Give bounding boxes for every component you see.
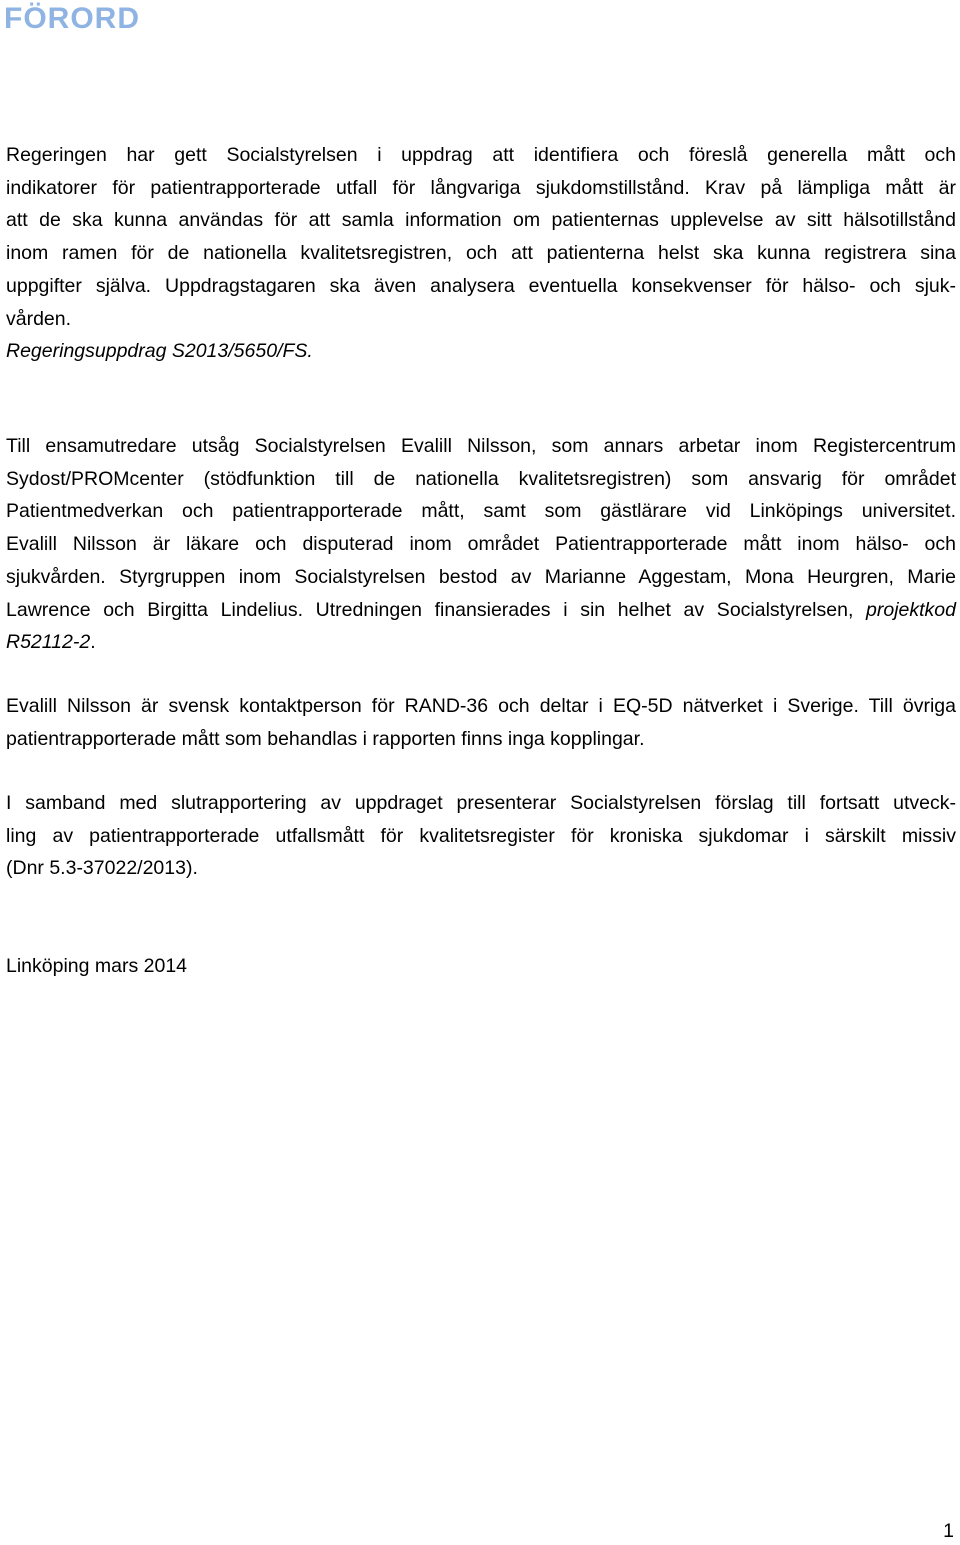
closing-line: Linköping mars 2014 — [6, 955, 188, 977]
text-line: (Dnr 5.3-37022/2013). — [6, 857, 198, 880]
paragraph-investigator — [6, 430, 956, 659]
text-line-segment: Lawrence och Birgitta Lindelius. Utredningen finansierades i sin helhet av Socialstyrelsen, — [6, 598, 854, 621]
text-line: patientrapporterade mått som behandlas i rapporten finns inga kopplingar. — [6, 727, 645, 750]
text-line: ling av patientrapporterade utfallsmått för kvalitetsregister för kroniska sjukdomar i särskilt missiv — [6, 824, 956, 847]
text-line: vården. — [6, 307, 72, 330]
page-title: FÖRORD — [4, 2, 140, 35]
text-line-segment: . — [90, 631, 96, 654]
text-line: indikatorer för patientrapporterade utfall för långvariga sjukdomstillstånd. Krav på lämpliga mått är — [6, 176, 956, 199]
project-code: R52112-2 — [6, 631, 91, 654]
text-line: Patientmedverkan och patientrapporterade mått, samt som gästlärare vid Linköpings universitet. — [6, 500, 956, 523]
text-line: Regeringen har gett Socialstyrelsen i uppdrag att identifiera och föreslå generella mått och — [6, 144, 956, 166]
text-line: Evalill Nilsson är läkare och disputerad inom området Patientrapporterade mått inom hälso- och — [6, 533, 956, 556]
paragraph-assignment — [6, 139, 956, 368]
paragraph-contact — [6, 690, 956, 755]
paragraph-final-report — [6, 787, 956, 885]
text-line: Evalill Nilsson är svensk kontaktperson för RAND-36 och deltar i EQ-5D nätverket i Sverige. Till övriga — [6, 695, 956, 717]
text-line: uppgifter själva. Uppdragstagaren ska även analysera eventuella konsekvenser för hälso- och sjuk- — [6, 274, 956, 297]
text-line: I samband med slutrapportering av uppdraget presenterar Socialstyrelsen förslag till fortsatt utveck- — [6, 792, 956, 814]
text-line — [6, 626, 956, 659]
page-number: 1 — [943, 1520, 954, 1542]
text-line: att de ska kunna användas för att samla information om patienternas upplevelse av sitt hälsotillstånd — [6, 209, 956, 232]
text-line: Till ensamutredare utsåg Socialstyrelsen Evalill Nilsson, som annars arbetar inom Registercentrum — [6, 435, 956, 457]
text-line: sjukvården. Styrgruppen inom Socialstyrelsen bestod av Marianne Aggestam, Mona Heurgren, Marie — [6, 565, 956, 588]
text-line: inom ramen för de nationella kvalitetsregistren, och att patienterna helst ska kunna registrera sina — [6, 242, 956, 265]
text-line: Sydost/PROMcenter (stödfunktion till de nationella kvalitetsregistren) som ansvarig för området — [6, 467, 956, 490]
assignment-reference: Regeringsuppdrag S2013/5650/FS. — [6, 340, 313, 363]
place-and-date — [6, 950, 956, 983]
project-code-label: projektkod — [866, 598, 956, 621]
text-line — [6, 594, 956, 627]
